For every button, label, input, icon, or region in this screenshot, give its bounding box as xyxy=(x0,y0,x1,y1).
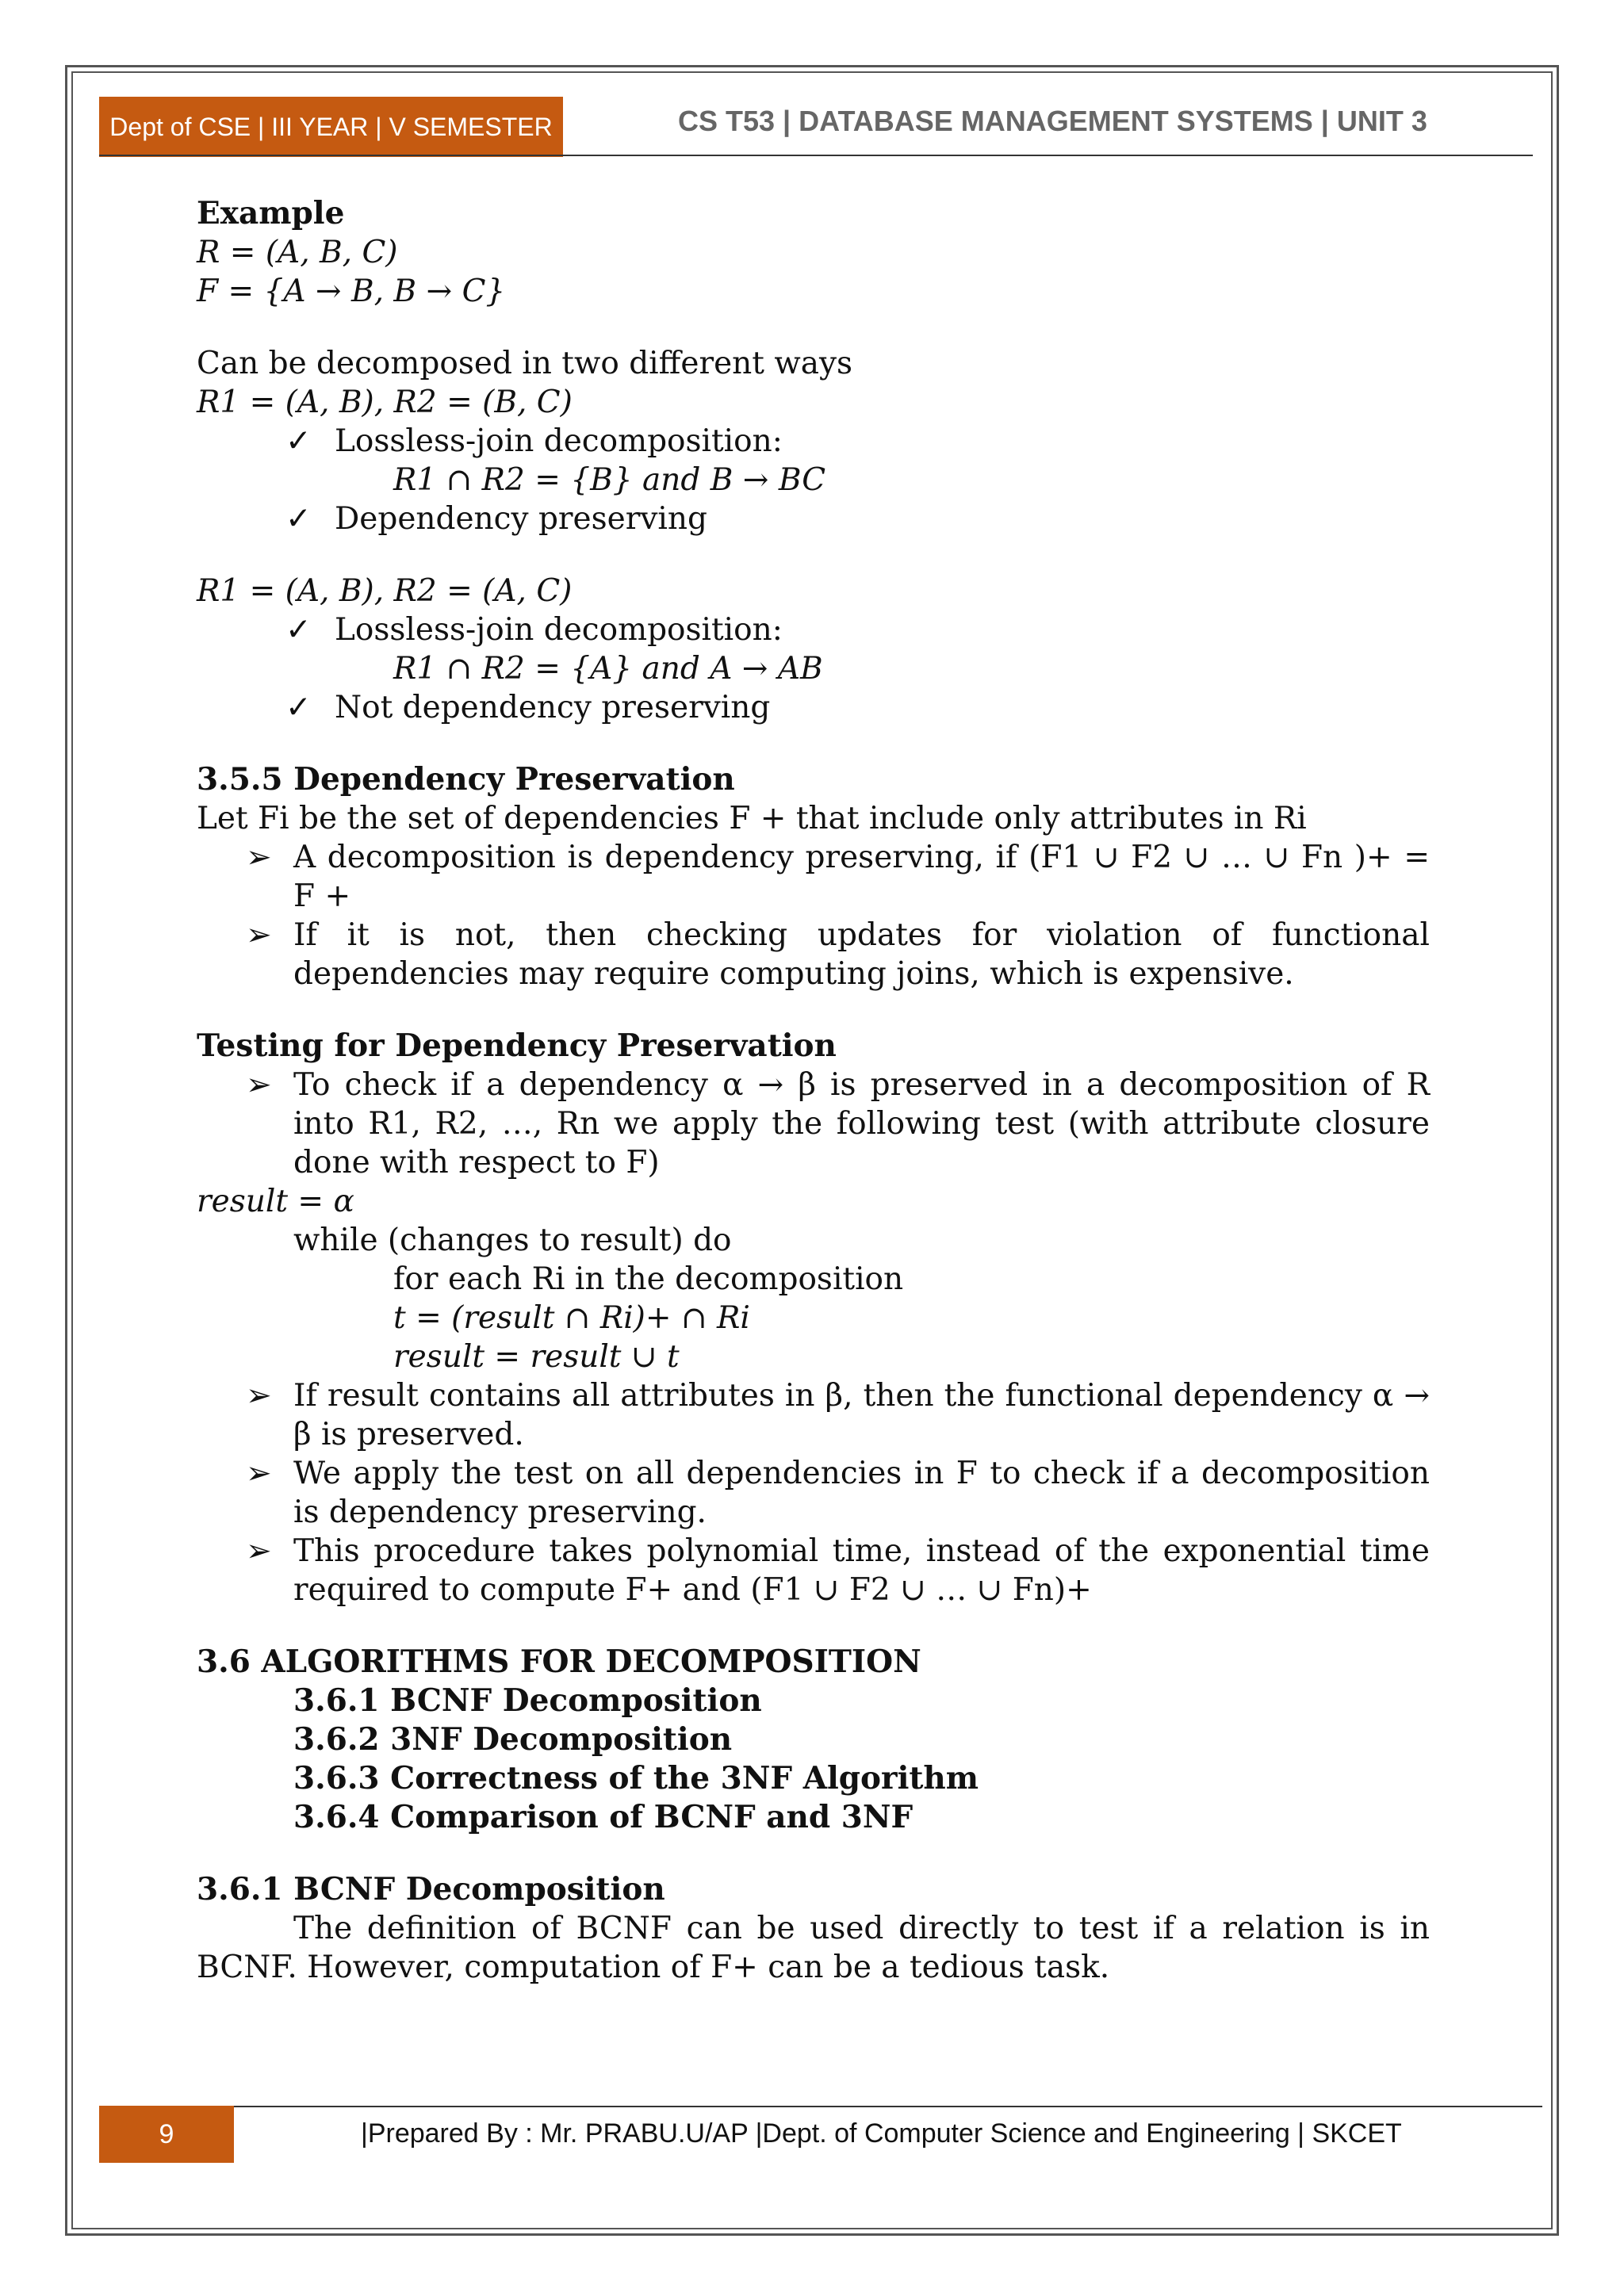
header-dept-label: Dept of CSE | III YEAR | V SEMESTER xyxy=(99,97,563,157)
decomp2-title: R1 = (A, B), R2 = (A, C) xyxy=(197,573,573,609)
decomp2-check2: Not dependency preserving xyxy=(335,690,771,725)
arrow-bullet-icon: ➢ xyxy=(246,917,272,953)
check-icon: ✓ xyxy=(285,501,312,537)
example-heading: Example xyxy=(197,195,345,232)
algorithm-line-2: while (changes to result) do xyxy=(293,1223,732,1258)
algorithms-item: 3.6.1 BCNF Decomposition xyxy=(293,1682,762,1719)
algorithms-item: 3.6.4 Comparison of BCNF and 3NF xyxy=(293,1799,914,1835)
header-course-title: CS T53 | DATABASE MANAGEMENT SYSTEMS | UNIT 3 xyxy=(678,105,1427,137)
decomp2-formula: R1 ∩ R2 = {A} and A → AB xyxy=(393,651,823,687)
page-content xyxy=(197,194,1430,1987)
testing-bullet-4: This procedure takes polynomial time, instead of the exponential time required to compute F+ and (F1 ∪ F2 ∪ … ∪ Fn)+ xyxy=(293,1533,1430,1608)
algorithms-heading: 3.6 ALGORITHMS FOR DECOMPOSITION xyxy=(197,1644,921,1680)
example-fd-set: F = {A → B, B → C} xyxy=(197,274,506,309)
dep-pres-heading: 3.5.5 Dependency Preservation xyxy=(197,761,735,798)
bcnf-paragraph: The definition of BCNF can be used directly to test if a relation is in BCNF. However, computation of F+ can be a tedious task. xyxy=(197,1911,1430,1985)
arrow-bullet-icon: ➢ xyxy=(246,1533,272,1569)
testing-bullet-3: We apply the test on all dependencies in F to check if a decomposition is dependency preserving. xyxy=(293,1456,1430,1530)
decomp2-check1: Lossless-join decomposition: xyxy=(335,612,783,648)
dep-pres-bullet-2: If it is not, then checking updates for violation of functional dependencies may require computing joins, which is expensive. xyxy=(293,917,1430,992)
check-icon: ✓ xyxy=(285,690,312,725)
algorithms-item: 3.6.2 3NF Decomposition xyxy=(293,1721,733,1758)
testing-heading: Testing for Dependency Preservation xyxy=(197,1027,837,1064)
check-icon: ✓ xyxy=(285,423,312,459)
dep-pres-bullet-1: A decomposition is dependency preserving, if (F1 ∪ F2 ∪ … ∪ Fn )+ = F + xyxy=(293,840,1430,914)
decomp1-check1: Lossless-join decomposition: xyxy=(335,423,783,459)
dep-pres-intro: Let Fi be the set of dependencies F + that include only attributes in Ri xyxy=(197,801,1307,836)
footer-rule xyxy=(234,2106,1542,2107)
footer-credit: |Prepared By : Mr. PRABU.U/AP |Dept. of Computer Science and Engineering | SKCET xyxy=(361,2118,1402,2149)
arrow-bullet-icon: ➢ xyxy=(246,1378,272,1414)
testing-bullet-2: If result contains all attributes in β, then the functional dependency α → β is preserved. xyxy=(293,1378,1430,1452)
algorithm-line-3: for each Ri in the decomposition xyxy=(393,1261,904,1297)
arrow-bullet-icon: ➢ xyxy=(246,1456,272,1491)
decomp1-title: R1 = (A, B), R2 = (B, C) xyxy=(197,385,573,420)
bcnf-heading: 3.6.1 BCNF Decomposition xyxy=(197,1871,665,1908)
example-intro: Can be decomposed in two different ways xyxy=(197,346,853,381)
algorithms-item: 3.6.3 Correctness of the 3NF Algorithm xyxy=(293,1760,979,1797)
arrow-bullet-icon: ➢ xyxy=(246,840,272,875)
example-relation: R = (A, B, C) xyxy=(197,235,398,270)
decomp1-check2: Dependency preserving xyxy=(335,501,707,537)
page-number: 9 xyxy=(99,2106,234,2163)
algorithm-line-4: t = (result ∩ Ri)+ ∩ Ri xyxy=(393,1300,750,1336)
algorithm-line-5: result = result ∪ t xyxy=(393,1339,680,1375)
check-icon: ✓ xyxy=(285,612,312,648)
algorithm-line-1: result = α xyxy=(197,1184,354,1219)
arrow-bullet-icon: ➢ xyxy=(246,1067,272,1103)
header-rule xyxy=(99,155,1533,156)
decomp1-formula: R1 ∩ R2 = {B} and B → BC xyxy=(393,462,826,498)
testing-bullet-1: To check if a dependency α → β is preserved in a decomposition of R into R1, R2, …, Rn we apply the following test (with attribute closure done with respect to F) xyxy=(293,1067,1430,1181)
